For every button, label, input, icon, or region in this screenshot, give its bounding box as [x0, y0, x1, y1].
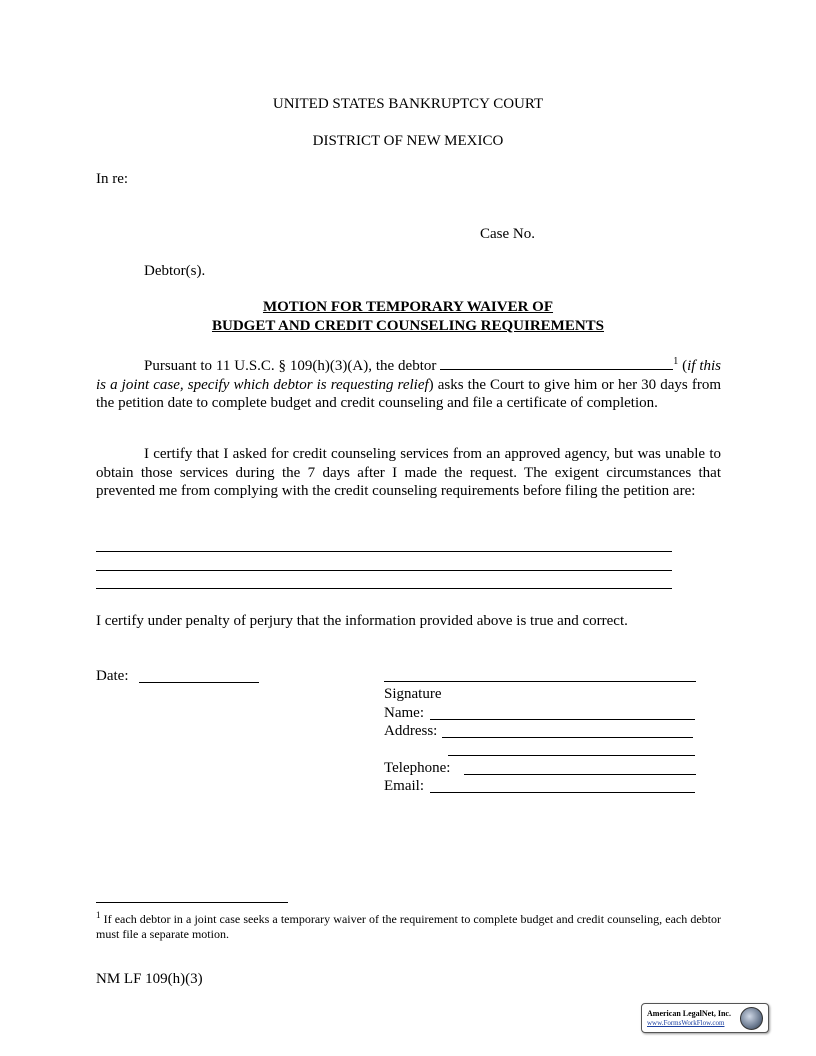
para1-rest: ) asks the Court to give him or her 30 days from the petition date to complete budget and credit counseling and file a certificate of completion.	[96, 376, 721, 411]
signature-label: Signature	[384, 686, 442, 702]
telephone-field[interactable]	[464, 774, 696, 775]
motion-paragraph-2	[96, 445, 721, 501]
circumstances-line-1[interactable]	[96, 551, 672, 552]
telephone-label: Telephone:	[384, 760, 451, 776]
signature-line[interactable]	[384, 681, 696, 682]
court-name: UNITED STATES BANKRUPTCY COURT	[272, 96, 544, 112]
motion-title-line1: MOTION FOR TEMPORARY WAIVER OF	[262, 299, 554, 315]
date-label: Date:	[96, 668, 129, 684]
para2-text: I certify that I asked for credit counseling services from an approved agency, but was unable to obtain those services during the 7 days after I made the request. The exigent circumstances that prevented me from complying with the credit counseling requirements before filing the petition are:	[96, 446, 721, 499]
globe-icon	[740, 1007, 763, 1030]
publisher-logo[interactable]	[641, 1003, 769, 1033]
debtors-label: Debtor(s).	[144, 263, 206, 279]
publisher-name: American LegalNet, Inc.	[647, 1009, 731, 1018]
footnote-separator	[96, 902, 288, 903]
motion-title-line2: BUDGET AND CREDIT COUNSELING REQUIREMENTS	[211, 318, 605, 334]
date-field[interactable]	[139, 682, 259, 683]
form-id: NM LF 109(h)(3)	[96, 971, 203, 987]
email-field[interactable]	[430, 792, 695, 793]
address-field-1[interactable]	[442, 737, 693, 738]
email-label: Email:	[384, 778, 424, 794]
para1-open-paren: (	[682, 358, 688, 374]
circumstances-line-2[interactable]	[96, 570, 672, 571]
para1-italic: if this is a joint case, specify which debtor is requesting relief	[96, 358, 721, 393]
footnote-number: 1	[96, 910, 101, 920]
name-field[interactable]	[430, 719, 695, 720]
in-re-label: In re:	[96, 171, 129, 187]
address-field-2[interactable]	[448, 755, 695, 756]
case-number-label: Case No.	[480, 226, 535, 242]
name-label: Name:	[384, 705, 424, 721]
motion-paragraph-1	[96, 353, 721, 413]
district-name: DISTRICT OF NEW MEXICO	[312, 133, 504, 149]
publisher-url[interactable]: www.FormsWorkFlow.com	[647, 1019, 725, 1027]
circumstances-line-3[interactable]	[96, 588, 672, 589]
perjury-certification: I certify under penalty of perjury that the information provided above is true and correct.	[96, 613, 628, 629]
debtor-name-field[interactable]	[440, 355, 673, 370]
footnote-ref: 1	[673, 356, 679, 367]
para1-lead: Pursuant to 11 U.S.C. § 109(h)(3)(A), the debtor	[144, 358, 437, 374]
footnote	[96, 908, 721, 942]
footnote-text: If each debtor in a joint case seeks a temporary waiver of the requirement to complete budget and credit counseling, each debtor must file a separate motion.	[96, 912, 721, 941]
address-label: Address:	[384, 723, 438, 739]
